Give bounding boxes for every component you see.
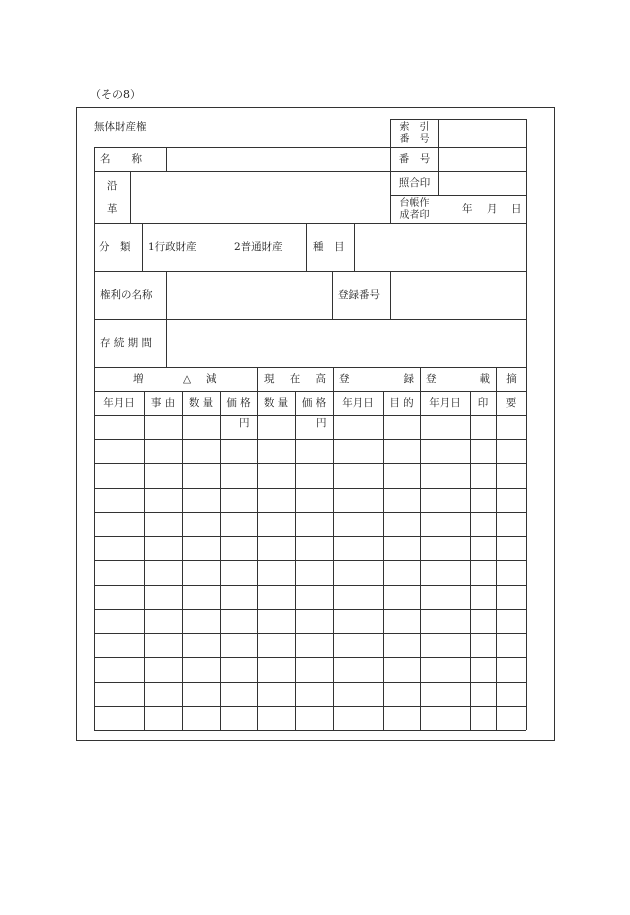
listing-char-2: 載 [479,373,490,385]
date-day: 日 [511,203,522,215]
yen-unit-current-price: 円 [316,417,327,429]
table-row-separator [94,682,526,683]
rule [166,271,167,367]
right-name-label: 権利の名称 [100,289,153,301]
rule [94,367,526,368]
col-header-reason: 事 由 [150,397,176,410]
table-row-separator [94,706,526,707]
index-number-label [391,120,438,147]
duration-label: 存 続 期 間 [100,337,153,349]
listing-char-1: 登 [426,373,437,385]
triangle-symbol: △ [183,373,192,385]
rule [166,147,167,171]
current-balance-char-3: 高 [315,373,326,385]
number-label: 番 号 [398,153,431,166]
rule [94,415,526,416]
yen-unit-price: 円 [239,417,250,429]
registration-char-1: 登 [339,373,350,385]
table-row-separator [94,560,526,561]
current-balance-char-2: 在 [289,373,301,385]
table-row-separator [94,439,526,440]
date-month: 月 [487,203,498,215]
form-title: 無体財産権 [94,121,147,133]
rule [94,730,526,731]
table-row-separator [94,657,526,658]
table-row-separator [94,633,526,634]
index-number-label-line1: 索 引 [399,121,430,133]
table-row-separator [94,536,526,537]
col-header-current-price: 価 格 [301,397,327,410]
col-header-summary: 要 [505,397,517,410]
current-balance-header [264,373,326,386]
rule [306,223,307,271]
rule [142,223,143,271]
index-number-label-line2: 番 号 [399,133,430,145]
rule [94,319,526,320]
listing-header [426,373,490,386]
decrease-label: 減 [206,373,217,385]
rule [496,367,497,730]
rule [420,367,421,730]
rule [332,271,333,319]
col-header-current-quantity: 数 量 [263,397,289,410]
rule [94,223,526,224]
classification-option-general: 2普通財産 [234,241,283,253]
col-header-seal: 印 [477,397,489,410]
table-row-separator [94,512,526,513]
current-balance-char-1: 現 [264,373,275,385]
summary-header: 摘 [506,373,517,386]
rule [257,367,258,730]
classification-label: 分 類 [99,241,131,253]
col-header-price: 価 格 [226,397,251,410]
type-label: 種 目 [313,241,345,253]
registration-char-2: 録 [403,373,414,385]
rule [333,367,334,730]
col-header-listing-date: 年月日 [429,397,461,410]
rule [94,171,526,172]
classification-option-administrative: 1行政財産 [148,241,197,253]
col-header-date: 年月日 [103,397,135,410]
rule [438,119,439,195]
col-header-purpose: 目 的 [389,397,414,410]
table-row-separator [94,585,526,586]
registration-number-label: 登録番号 [338,289,380,301]
increase-label: 増 [133,373,144,385]
registration-header [339,373,414,386]
col-header-quantity: 数 量 [188,397,214,410]
rule [390,271,391,319]
ledger-creator-label-line1: 台帳作 [399,197,430,209]
name-label: 名 称 [100,153,142,165]
seal-check-label: 照合印 [398,177,431,190]
rule [526,119,527,730]
ledger-creator-label-line2: 成者印 [399,209,430,221]
rule [94,147,526,148]
col-header-registration-date: 年月日 [342,397,374,410]
history-label-top: 沿 [107,180,118,192]
ledger-creator-label [391,196,438,223]
table-row-separator [94,488,526,489]
history-label-bottom: 革 [107,203,118,215]
table-row-separator [94,463,526,464]
rule [94,271,526,272]
page-label: （その8） [90,88,141,101]
table-row-separator [94,609,526,610]
rule [130,171,131,223]
date-year: 年 [462,203,473,215]
rule [354,223,355,271]
